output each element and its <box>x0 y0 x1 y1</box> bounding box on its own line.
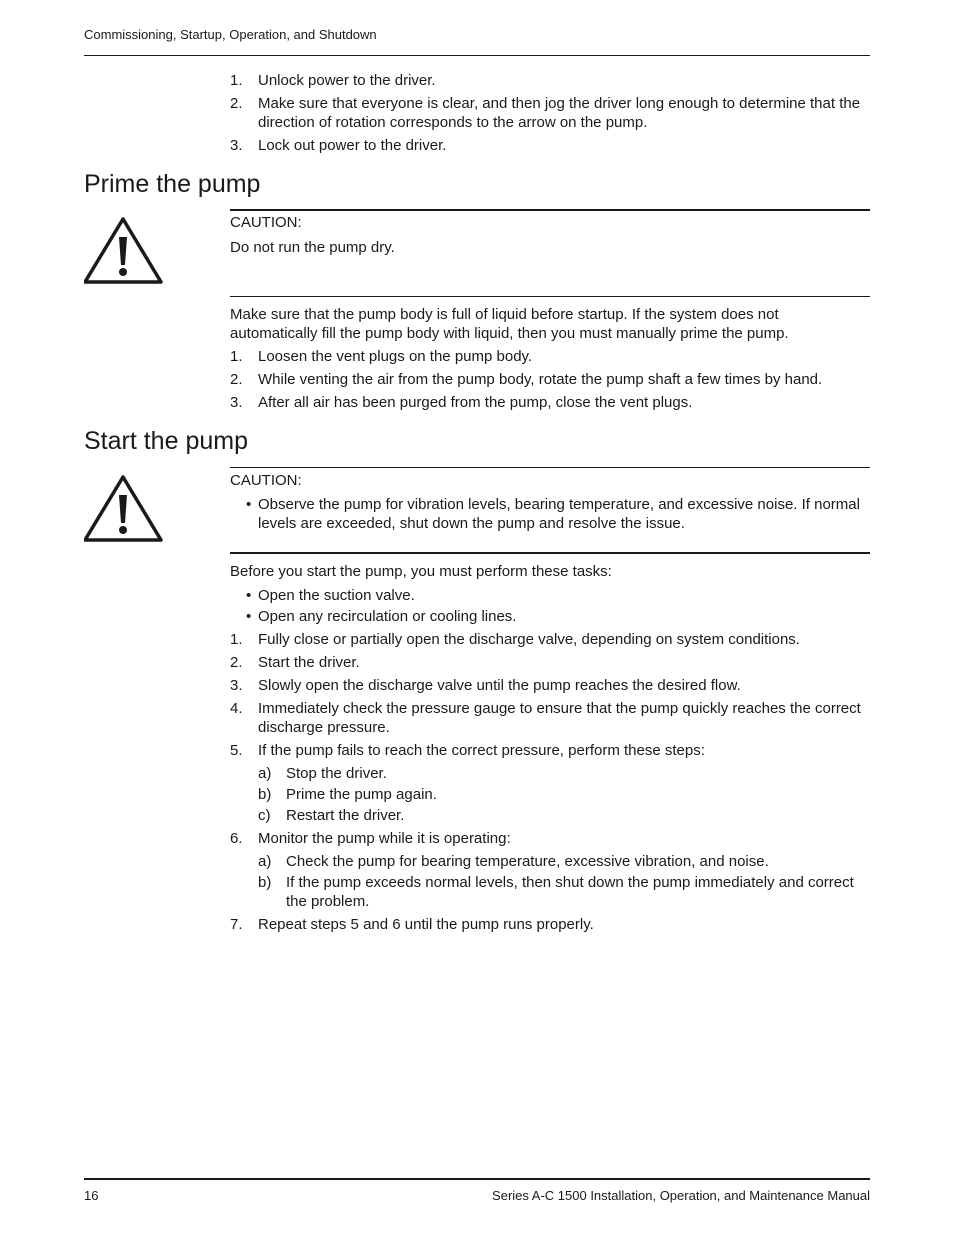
list-item: • Open the suction valve. <box>246 587 415 604</box>
prime-intro: Make sure that the pump body is full of liquid before startup. If the system does not automatically fill the pump body with liquid, then you must manually prime the pump. <box>230 306 789 342</box>
list-item: 7. Repeat steps 5 and 6 until the pump runs properly. <box>230 916 594 933</box>
sub-list-item: a) Check the pump for bearing temperature, excessive vibration, and noise. <box>258 853 769 870</box>
warning-triangle-icon <box>84 215 164 285</box>
footer-rule <box>84 1178 870 1180</box>
sub-list-item: b) Prime the pump again. <box>258 786 437 803</box>
caution-bottom-rule <box>230 552 870 554</box>
list-item: 4. Immediately check the pressure gauge to ensure that the pump quickly reaches the correct discharge pressure. <box>230 700 861 736</box>
manual-title: Series A-C 1500 Installation, Operation, and Maintenance Manual <box>492 1188 870 1203</box>
running-header: Commissioning, Startup, Operation, and Shutdown <box>84 27 377 42</box>
caution-bullets <box>230 495 870 535</box>
sub-list-item: b) If the pump exceeds normal levels, then shut down the pump immediately and correct the problem. <box>258 874 854 910</box>
prime-steps-list <box>230 347 870 416</box>
caution-text: Do not run the pump dry. <box>230 239 395 256</box>
rotation-steps-list <box>230 71 870 159</box>
list-item: 2. Make sure that everyone is clear, and then jog the driver long enough to determine that the direction of rotation corresponds to the arrow on the pump. <box>230 95 861 131</box>
caution-label: CAUTION: <box>230 214 302 231</box>
list-item: • Observe the pump for vibration levels, bearing temperature, and excessive noise. If normal levels are exceeded, shut down the pump and resolve the issue. <box>246 496 860 532</box>
start-intro: Before you start the pump, you must perform these tasks: <box>230 563 612 580</box>
list-item: • Open any recirculation or cooling lines. <box>246 608 517 625</box>
list-item: 2. Start the driver. <box>230 654 360 671</box>
list-item: 3. Slowly open the discharge valve until the pump reaches the desired flow. <box>230 677 741 694</box>
caution-top-rule <box>230 467 870 468</box>
list-item: 1. Fully close or partially open the discharge valve, depending on system conditions. <box>230 631 800 648</box>
list-item: 3. Lock out power to the driver. <box>230 137 447 154</box>
section-heading-prime: Prime the pump <box>84 170 261 198</box>
list-item: 3. After all air has been purged from the pump, close the vent plugs. <box>230 394 693 411</box>
caution-bottom-rule <box>230 296 870 297</box>
start-tasks-list <box>230 586 870 628</box>
list-item: 1. Loosen the vent plugs on the pump body. <box>230 348 533 365</box>
page-number: 16 <box>84 1188 99 1203</box>
caution-label: CAUTION: <box>230 472 302 489</box>
warning-triangle-icon <box>84 473 164 543</box>
sub-list-item: a) Stop the driver. <box>258 765 387 782</box>
list-item: 5. If the pump fails to reach the correct pressure, perform these steps: <box>230 742 705 759</box>
header-rule <box>84 55 870 56</box>
list-item: 6. Monitor the pump while it is operating: <box>230 830 511 847</box>
list-item: 2. While venting the air from the pump body, rotate the pump shaft a few times by hand. <box>230 371 823 388</box>
sub-list-item: c) Restart the driver. <box>258 807 405 824</box>
start-steps-list <box>230 630 870 938</box>
caution-top-rule <box>230 209 870 211</box>
section-heading-start: Start the pump <box>84 427 248 455</box>
list-item: 1. Unlock power to the driver. <box>230 72 436 89</box>
